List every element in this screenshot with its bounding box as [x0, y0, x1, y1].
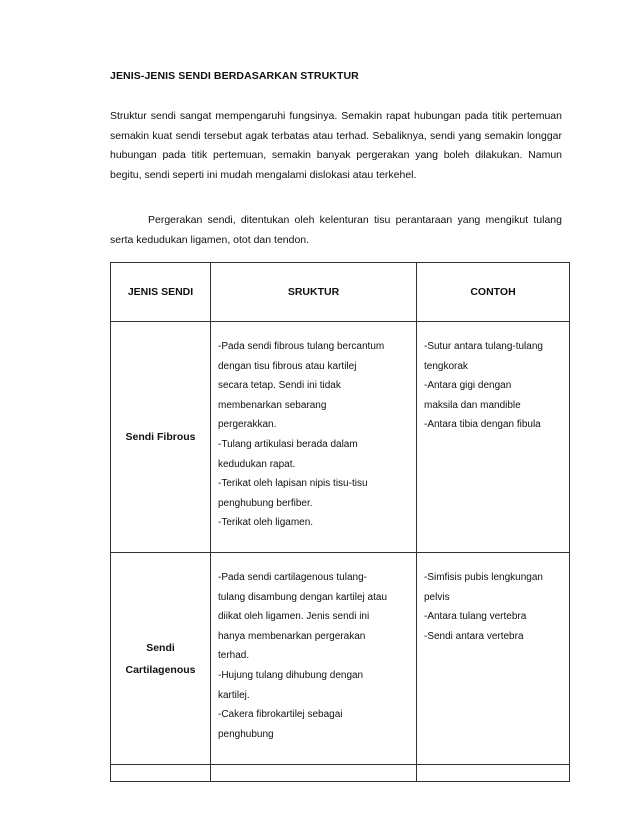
structure-line: penghubung [218, 728, 274, 740]
structure-line: hanya membenarkan pergerakan [218, 630, 366, 642]
joint-types-table [110, 262, 570, 782]
example-line: -Simfisis pubis lengkungan [424, 572, 543, 583]
structure-line: -Cakera fibrokartilej sebagai [218, 709, 343, 721]
joint-name-line: Sendi [146, 641, 175, 654]
header-jenis-sendi: JENIS SENDI [111, 263, 211, 322]
document-heading: JENIS-JENIS SENDI BERDASARKAN STRUKTUR [110, 70, 359, 82]
empty-cell [417, 765, 570, 782]
example-line: pelvis [424, 591, 450, 603]
example-line: -Antara tibia dengan fibula [424, 419, 541, 431]
structure-cell [211, 322, 417, 553]
structure-line: pergerakkan. [218, 419, 277, 431]
empty-cell [111, 765, 211, 782]
structure-line: -Pada sendi cartilagenous tulang- [218, 572, 367, 583]
example-line: -Antara gigi dengan [424, 380, 512, 392]
structure-line: tulang disambung dengan kartilej atau [218, 591, 388, 603]
example-line: -Antara tulang vertebra [424, 611, 527, 623]
example-cell [417, 322, 570, 553]
example-line: -Sendi antara vertebra [424, 630, 524, 642]
structure-line: membenarkan sebarang [218, 399, 327, 411]
example-line: -Sutur antara tulang-tulang [424, 341, 543, 352]
structure-line: terhad. [218, 650, 250, 662]
empty-cell [211, 765, 417, 782]
joint-name-cell [111, 322, 211, 553]
header-struktur: SRUKTUR [211, 263, 417, 322]
structure-cell [211, 553, 417, 765]
structure-line: secara tetap. Sendi ini tidak [218, 380, 341, 392]
joint-name-cell [111, 553, 211, 765]
structure-line: kartilej. [218, 689, 250, 701]
structure-line: diikat oleh ligamen. Jenis sendi ini [218, 611, 370, 623]
table-row [111, 322, 570, 553]
structure-line: dengan tisu fibrous atau kartilej [218, 360, 357, 372]
movement-paragraph: Pergerakan sendi, ditentukan oleh kelenturan tisu perantaraan yang mengikut tulang serta kedudukan ligamen, otot dan tendon. [110, 214, 562, 246]
structure-line: -Terikat oleh lapisan nipis tisu-tisu [218, 478, 368, 490]
intro-paragraph: Struktur sendi sangat mempengaruhi fungsinya. Semakin rapat hubungan pada titik pertemuan semakin kuat sendi tersebut agak terbatas atau terhad. Sebaliknya, sendi yang semakin longgar hubungan pada titik pertemuan, semakin banyak pergerakan yang boleh dilakukan. Namun begitu, sendi seperti ini mudah mengalami dislokasi atau terkehel. [110, 110, 562, 181]
structure-line: penghubung berfiber. [218, 497, 313, 509]
header-contoh: CONTOH [417, 263, 570, 322]
table-header-row [111, 263, 570, 322]
example-line: tengkorak [424, 360, 468, 372]
joint-name-line: Cartilagenous [125, 663, 196, 676]
example-cell [417, 553, 570, 765]
structure-line: -Pada sendi fibrous tulang bercantum [218, 341, 385, 352]
joint-name-line: Sendi Fibrous [125, 431, 196, 443]
structure-line: -Hujung tulang dihubung dengan [218, 669, 364, 681]
structure-line: -Tulang artikulasi berada dalam [218, 438, 358, 450]
table-row [111, 553, 570, 765]
structure-line: -Terikat oleh ligamen. [218, 517, 314, 529]
example-line: maksila dan mandible [424, 399, 521, 411]
structure-line: kedudukan rapat. [218, 458, 296, 470]
table-row-empty [111, 765, 570, 782]
